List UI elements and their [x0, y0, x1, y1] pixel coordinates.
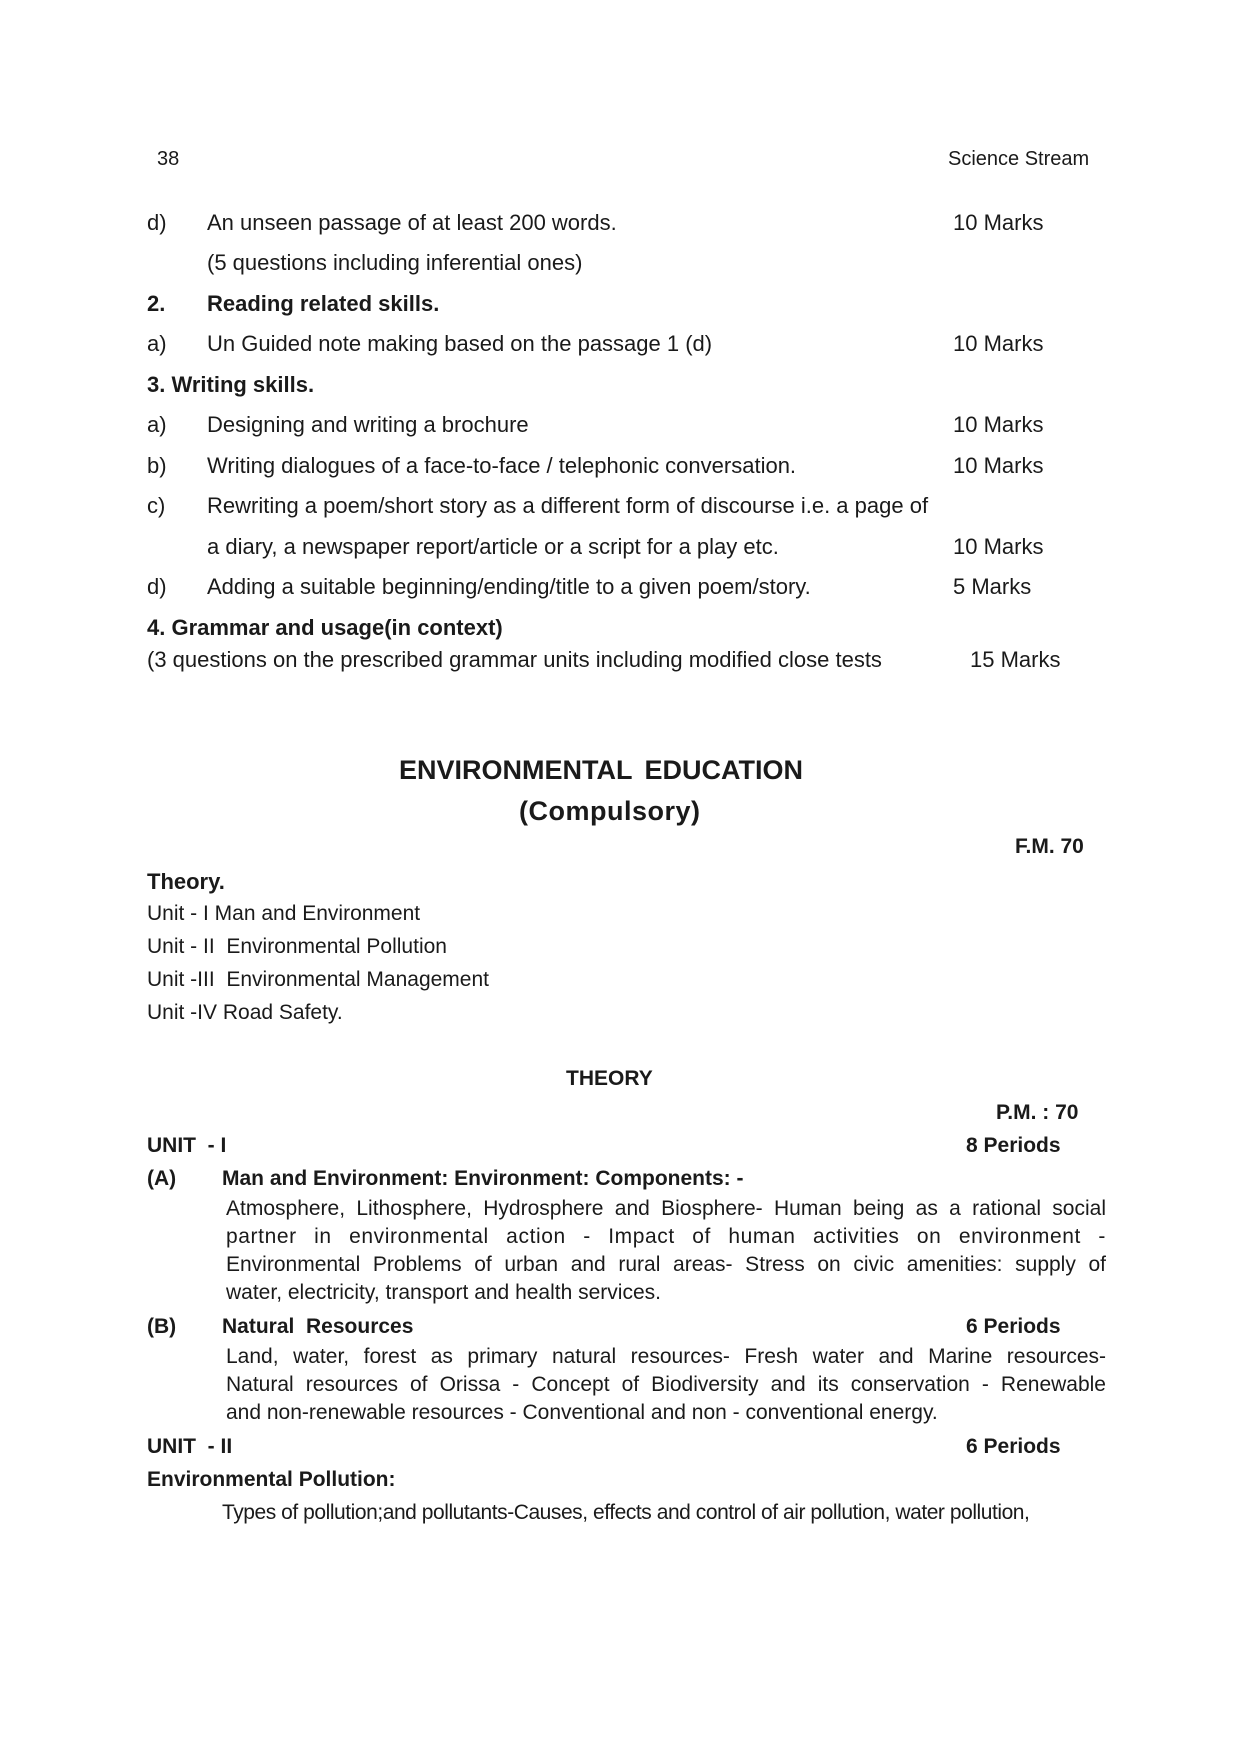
item-marks: 10 Marks — [953, 331, 1044, 356]
item-label: a) — [147, 412, 167, 437]
body-line: partner in environmental action - Impact of human activities on environment - — [226, 1225, 1106, 1248]
item-text: Adding a suitable beginning/ending/title to a given poem/story. — [207, 574, 811, 599]
running-title: Science Stream — [948, 148, 1090, 170]
body-line: and non-renewable resources - Conventional and non - conventional energy. — [226, 1401, 938, 1424]
body-line: water, electricity, transport and health services. — [226, 1281, 661, 1304]
item-marks: 10 Marks — [953, 412, 1044, 437]
theory-heading: THEORY — [566, 1067, 653, 1090]
section-number: 2. — [147, 291, 166, 316]
item-label: a) — [147, 331, 167, 356]
body-line: Natural resources of Orissa - Concept of Biodiversity and its conservation - Renewable — [226, 1373, 1106, 1396]
section-a-body — [226, 1195, 1106, 1307]
body-line: Land, water, forest as primary natural resources- Fresh water and Marine resources- — [226, 1345, 1106, 1368]
unit-heading: UNIT - I — [147, 1134, 227, 1157]
item-label: c) — [147, 493, 166, 518]
unit-list-item: Unit -III Environmental Management — [147, 968, 489, 991]
unit-periods: 6 Periods — [966, 1435, 1061, 1458]
unit-list-item: Unit - II Environmental Pollution — [147, 935, 447, 958]
section-title: Man and Environment: Environment: Components: - — [222, 1167, 744, 1190]
section-periods: 6 Periods — [966, 1315, 1061, 1338]
unit-list-item: Unit - I Man and Environment — [147, 902, 421, 925]
item-text-continued: a diary, a newspaper report/article or a script for a play etc. — [207, 534, 779, 559]
unit-list-item: Unit -IV Road Safety. — [147, 1001, 343, 1024]
section-b-body — [226, 1343, 1106, 1427]
section-title: 4. Grammar and usage(in context) — [147, 615, 503, 640]
item-label: b) — [147, 453, 167, 478]
item-text: (3 questions on the prescribed grammar units including modified close tests — [147, 647, 882, 672]
item-text: Un Guided note making based on the passage 1 (d) — [207, 331, 713, 356]
item-subtext: (5 questions including inferential ones) — [207, 250, 583, 275]
section-label: (A) — [147, 1167, 177, 1190]
item-marks: 10 Marks — [953, 210, 1044, 235]
subject-subtitle: (Compulsory) — [519, 796, 701, 826]
item-label: d) — [147, 574, 167, 599]
section-title: Environmental Pollution: — [147, 1468, 396, 1491]
unit-heading: UNIT - II — [147, 1435, 233, 1458]
body-line: Atmosphere, Lithosphere, Hydrosphere and Biosphere- Human being as a rational social — [226, 1197, 1106, 1220]
page-number: 38 — [157, 148, 180, 170]
section-title: Natural Resources — [222, 1315, 414, 1338]
body-line: Environmental Problems of urban and rural areas- Stress on civic amenities: supply of — [226, 1253, 1106, 1276]
item-text: Rewriting a poem/short story as a different form of discourse i.e. a page of — [207, 493, 929, 518]
item-text: An unseen passage of at least 200 words. — [207, 210, 617, 235]
item-text: Writing dialogues of a face-to-face / telephonic conversation. — [207, 453, 797, 478]
item-marks: 10 Marks — [953, 453, 1044, 478]
section-title: Reading related skills. — [207, 291, 440, 316]
unit-periods: 8 Periods — [966, 1134, 1061, 1157]
item-marks: 5 Marks — [953, 574, 1032, 599]
item-text: Designing and writing a brochure — [207, 412, 529, 437]
section-title: 3. Writing skills. — [147, 372, 315, 397]
body-line: Types of pollution;and pollutants-Causes, effects and control of air pollution, water pollution, — [222, 1501, 1030, 1524]
theory-label: Theory. — [147, 869, 225, 894]
item-label: d) — [147, 210, 167, 235]
practical-marks: P.M. : 70 — [996, 1101, 1079, 1124]
section-label: (B) — [147, 1315, 177, 1338]
item-marks: 10 Marks — [953, 534, 1044, 559]
item-marks: 15 Marks — [970, 647, 1061, 672]
full-marks: F.M. 70 — [1015, 835, 1084, 858]
subject-title: ENVIRONMENTAL EDUCATION — [399, 755, 804, 785]
